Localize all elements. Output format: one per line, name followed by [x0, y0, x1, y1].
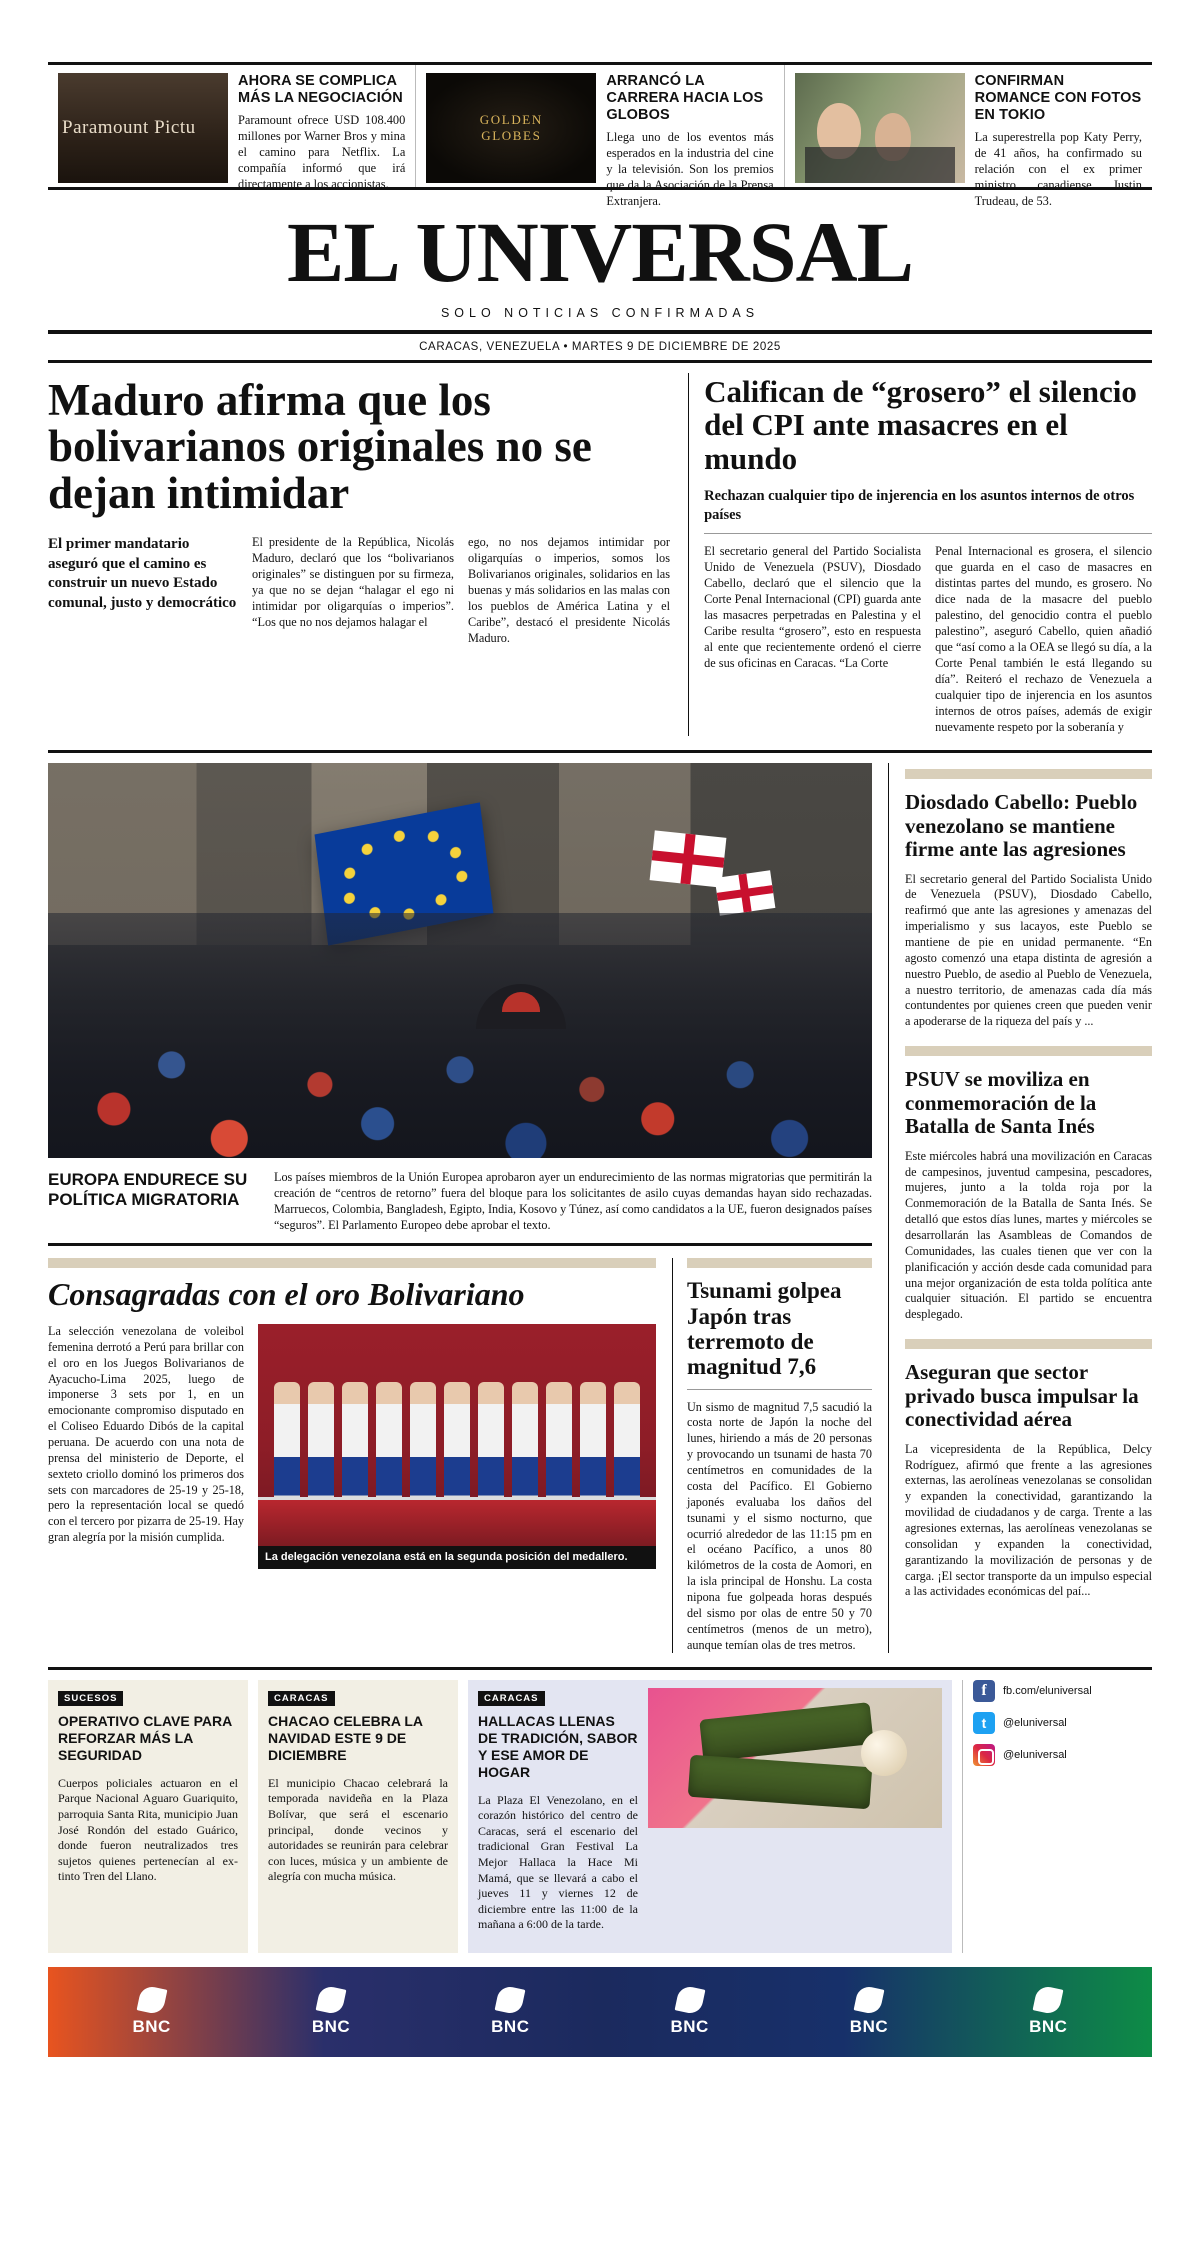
ad-logo-cell	[241, 1987, 420, 2037]
ad-brand: BNC	[1029, 2017, 1067, 2036]
brief-title: CHACAO CELEBRA LA NAVIDAD ESTE 9 DE DICIEMBRE	[268, 1713, 448, 1763]
ad-logo-cell	[779, 1987, 958, 2037]
photo-hallacas	[648, 1688, 942, 1828]
bnc-leaf-icon	[495, 1984, 526, 2015]
sidebar-headline: PSUV se moviliza en conmemoración de la Batalla de Santa Inés	[905, 1068, 1152, 1139]
secondary-headline: Califican de “grosero” el silencio del CPI ante masacres en el mundo	[704, 375, 1152, 475]
decorative-rule	[905, 1339, 1152, 1349]
newspaper-tagline: SOLO NOTICIAS CONFIRMADAS	[48, 306, 1152, 320]
sidebar-headline: Aseguran que sector privado busca impulsar la conectividad aérea	[905, 1361, 1152, 1432]
brief-card-sucesos[interactable]	[48, 1680, 248, 1953]
ad-brand: BNC	[312, 2017, 350, 2036]
instagram-icon	[973, 1744, 995, 1766]
tsunami-body: Un sismo de magnitud 7,5 sacudió la costa norte de Japón la noche del lunes, hiriendo a más de 20 personas y provocando un tsunami de hasta 70 centímetros en comunidades de la costa del Pacífico. El Gobierno japonés evaluaba los daños del tsunami y el sismo nocturno, que ocurrió alrededor de las 11:15 pm en el océano Pacífico, a unos 80 kilómetros de la costa de Aomori, en la isla principal de Honshu. La costa nipona fue golpeada horas después del sismo por olas de entre 50 y 70 centímetros (menos de un metro), aunque temían olas de tres metros.	[687, 1400, 872, 1654]
main-body-grid	[48, 750, 1152, 1653]
ad-brand: BNC	[491, 2017, 529, 2036]
lead-headline: Maduro afirma que los bolivarianos originales no se dejan intimidar	[48, 377, 670, 517]
brief-card-chacao[interactable]	[258, 1680, 458, 1953]
tsunami-headline: Tsunami golpea Japón tras terremoto de magnitud 7,6	[687, 1278, 872, 1389]
lead-body-column-2: ego, no nos dejamos intimidar por oligarquías o imperios, somos los Bolivarianos originales, solidarios en las buenas y más solidarios en las malas con los pueblos de América Latina y el Caribe”, destacó el presidente Nicolás Maduro.	[468, 535, 670, 647]
volleyball-photo-caption: La delegación venezolana está en la segunda posición del medallero.	[258, 1546, 656, 1569]
social-handle: @eluniversal	[1003, 1717, 1067, 1729]
photo-crowd-layer	[48, 913, 872, 1158]
social-links	[962, 1680, 1152, 1953]
decorative-rule	[905, 1046, 1152, 1056]
bnc-leaf-icon	[854, 1984, 885, 2015]
lead-story[interactable]	[48, 373, 688, 736]
volleyball-body: La selección venezolana de voleibol femenina derrotó a Perú para brillar con el oro en los Juegos Bolivarianos de Ayacucho-Lima 2025, luego de imponerse 3 sets por 1, en un emocionante compromiso disputado en el Coliseo Eduardo Dibós de la capital peruana. De acuerdo con una nota de prensa del ministerio de Deporte, el sexteto criollo dominó los primeros dos sets con marcadores de 25-19 y 25-18, pero la representación local se quedó con el tercero por pizarra de 25-19. Hay gran alegría por la misión cumplida.	[48, 1324, 244, 1569]
decorative-rule	[905, 769, 1152, 779]
sidebar-body: La vicepresidenta de la República, Delcy Rodríguez, afirmó que frente a las agresiones externas, las aerolíneas venezolanas se consolidan y expanden la conectividad, garantizando la movilidad de ciudadanos y de carga. Trente a las agresiones externas, las aerolíneas venezolanas se consolidan y expanden la conectividad, garantizando la movilización de personas y de carga. ¡El sector transporte da un impulso especial a las actividades económicas del paí...	[905, 1442, 1152, 1601]
photo-protest-crowd	[48, 763, 872, 1158]
teaser-title: CONFIRMAN ROMANCE CON FOTOS EN TOKIO	[975, 73, 1142, 124]
bnc-leaf-icon	[136, 1984, 167, 2015]
newspaper-title: EL UNIVERSAL	[48, 212, 1152, 294]
lead-stories-row	[48, 373, 1152, 736]
sidebar-body: Este miércoles habrá una movilización en Caracas de campesinos, juventud campesina, pescadores, mujeres, junto a la tolda roja por la Conmemoración de la Batalla de Santa Inés. Se detalló que estos días lunes, martes y miércoles se desarrollarán las Asambleas de Comandos de Comunidades, las cuales tienen que ver con la planificación y acción desde cada comunidad para una mejor organización de esta tolda política ante cualquier situación. El partido se encuentra desplegado.	[905, 1149, 1152, 1323]
ad-logo-cell	[62, 1987, 241, 2037]
hallaca-leaf	[688, 1755, 873, 1810]
lower-stories-row	[48, 1258, 872, 1653]
bnc-leaf-icon	[1033, 1984, 1064, 2015]
newspaper-front-page	[0, 62, 1200, 2244]
brief-kicker: CARACAS	[268, 1691, 335, 1706]
volleyball-headline: Consagradas con el oro Bolivariano	[48, 1278, 656, 1312]
photo-volleyball-team	[258, 1324, 656, 1546]
decorative-rule	[48, 1258, 656, 1268]
dateline: CARACAS, VENEZUELA • MARTES 9 DE DICIEMBRE DE 2025	[48, 334, 1152, 360]
sidebar-story-aviation[interactable]	[905, 1361, 1152, 1600]
teaser-body: La superestrella pop Katy Perry, de 41 años, ha confirmado su relación con el ex primer ministro canadiense Justin Trudeau, de 53.	[975, 130, 1142, 209]
secondary-story[interactable]	[704, 373, 1152, 736]
sidebar-story-cabello[interactable]	[905, 791, 1152, 1030]
teaser-body: Paramount ofrece USD 108.400 millones por Warner Bros y mina el camino para Netflix. La compañía informó que irá directamente a los accionistas.	[238, 113, 405, 192]
bnc-leaf-icon	[316, 1984, 347, 2015]
brief-card-hallacas[interactable]	[468, 1680, 952, 1953]
teaser-thumbnail-paramount	[58, 73, 228, 183]
teaser-thumbnail-katy-perry	[795, 73, 965, 183]
photo-team-layer	[274, 1382, 640, 1511]
bnc-leaf-icon	[674, 1984, 705, 2015]
social-link-twitter[interactable]	[973, 1712, 1152, 1734]
ad-logo-cell	[959, 1987, 1138, 2037]
brief-body: Cuerpos policiales actuaron en el Parque Nacional Aguaro Guariquito, parroquia Santa Rita, municipio Juan José Rondón del estado Guárico, donde fueron neutralizados tres sujetos quienes pertenecían al ex-tinto Tren del Llano.	[58, 1776, 238, 1885]
brief-body: El municipio Chacao celebrará la temporada navideña en la Plaza Bolívar, que será el escenario principal, donde vecinos y autoridades se reunirán para celebrar con luces, música y un ambiente de alegría con mucha música.	[268, 1776, 448, 1885]
dough-ball	[861, 1730, 907, 1776]
ad-logo-cell	[421, 1987, 600, 2037]
volleyball-story[interactable]	[48, 1258, 672, 1653]
social-link-instagram[interactable]	[973, 1744, 1152, 1766]
brief-kicker: SUCESOS	[58, 1691, 123, 1706]
top-teaser-strip	[48, 62, 1152, 190]
teaser-item[interactable]	[48, 65, 416, 187]
facebook-icon	[973, 1680, 995, 1702]
tsunami-story[interactable]	[672, 1258, 872, 1653]
social-link-facebook[interactable]	[973, 1680, 1152, 1702]
ad-brand: BNC	[670, 2017, 708, 2036]
ad-brand: BNC	[132, 2017, 170, 2036]
brief-kicker: CARACAS	[478, 1691, 545, 1706]
photo-caption-row	[48, 1158, 872, 1246]
teaser-item[interactable]	[416, 65, 784, 187]
lead-standfirst: El primer mandatario aseguró que el camino es construir un nuevo Estado comunal, justo y democrático	[48, 535, 238, 647]
brief-title: OPERATIVO CLAVE PARA REFORZAR MÁS LA SEGURIDAD	[58, 1713, 238, 1763]
photo-caption: Los países miembros de la Unión Europea aprobaron ayer un endurecimiento de las normas migratorias que permitirán la creación de “centros de retorno” fuera del bloque para los solicitantes de asilo cuyas demandas hayan sido rechazadas. Marruecos, Colombia, Bangladesh, Egipto, India, Kosovo y Túnez, así como candidatos a la UE, fueron designados países “seguros”. El Parlamento Europeo debe aprobar el texto.	[274, 1170, 872, 1233]
twitter-icon	[973, 1712, 995, 1734]
secondary-body-column-1: El secretario general del Partido Socialista Unido de Venezuela (PSUV), Diosdado Cabello, declaró que el silencio que la Corte Penal Internacional (CPI) guarda ante las masacres perpetradas en Palestina y el Caribe resulta “grosero”, esto en respuesta al ente que recientemente ordenó el cierre de sus oficinas en Caracas. “La Corte	[704, 544, 921, 736]
teaser-body: Llega uno de los eventos más esperados en la industria del cine y la televisión. Son los premios que da la Asociación de la Prensa Extranjera.	[606, 130, 773, 209]
teaser-title: AHORA SE COMPLICA MÁS LA NEGOCIACIÓN	[238, 73, 405, 107]
bottom-briefs-strip	[48, 1667, 1152, 1953]
sidebar-headline: Diosdado Cabello: Pueblo venezolano se mantiene firme ante las agresiones	[905, 791, 1152, 862]
secondary-standfirst: Rechazan cualquier tipo de injerencia en los asuntos internos de otros países	[704, 487, 1152, 534]
sidebar-body: El secretario general del Partido Socialista Unido de Venezuela (PSUV), Diosdado Cabello, reafirmó que ante las agresiones y amenazas del imperialismo y sus lacayos, este Pueblo se mantiene de pie en unidad permanente. “En agosto comenzó una etapa distinta de agresión a nuestro Pueblo, de asedio al Pueblo de Venezuela, a nuestro territorio, de amenazas cada día más contundentes por quienes creen que pueden venir a apoderarse de la riqueza del país y ...	[905, 872, 1152, 1031]
social-handle: @eluniversal	[1003, 1749, 1067, 1761]
social-handle: fb.com/eluniversal	[1003, 1685, 1092, 1697]
lead-body-column-1: El presidente de la República, Nicolás Maduro, declaró que los “bolivarianos originales” se distinguen por su firmeza, ya que no se dejan “halagar el ego ni intimidar por oligarquías o imperios”. “Los que no nos dejamos halagar el	[252, 535, 454, 647]
right-sidebar	[888, 763, 1152, 1653]
brief-body: La Plaza El Venezolano, en el corazón histórico del centro de Caracas, será el escenario del tradicional Gran Festival La Mejor Hallaca la Hace Mi Mamá, que se llevará a cabo el jueves 11 y viernes 12 de diciembre entre las 11:00 de la mañana a 6:00 de la tarde.	[478, 1793, 638, 1933]
teaser-item[interactable]	[785, 65, 1152, 187]
brief-title: HALLACAS LLENAS DE TRADICIÓN, SABOR Y ESE AMOR DE HOGAR	[478, 1713, 638, 1780]
ad-banner-bnc[interactable]	[48, 1967, 1152, 2057]
ad-logo-cell	[600, 1987, 779, 2037]
secondary-body-column-2: Penal Internacional es grosera, el silencio que guarda en el caso de masacres en distintas partes del mundo, es grosero. No dice nada de la masacre del pueblo palestino, del genocidio contra el pueblo palestino”, aseguró Cabello, quien añadió que “así como a la OEA se llegó su día, a la Corte Penal también le está llegando su día”. Reiteró el rechazo de Venezuela a cualquier tipo de injerencia en los asuntos internos de otros países, además de exigir nuevamente respeto por la soberanía y	[935, 544, 1152, 736]
photo-floor-layer	[258, 1497, 656, 1546]
ad-brand: BNC	[850, 2017, 888, 2036]
georgia-flag-icon	[715, 870, 776, 915]
dateline-divider	[48, 360, 1152, 363]
hallaca-leaf	[699, 1702, 873, 1762]
teaser-thumbnail-golden-globes	[426, 73, 596, 183]
sidebar-story-psuv[interactable]	[905, 1068, 1152, 1323]
main-column	[48, 763, 888, 1653]
photo-kicker: EUROPA ENDURECE SU POLÍTICA MIGRATORIA	[48, 1170, 258, 1233]
teaser-title: ARRANCÓ LA CARRERA HACIA LOS GLOBOS	[606, 73, 773, 124]
decorative-rule	[687, 1258, 872, 1268]
